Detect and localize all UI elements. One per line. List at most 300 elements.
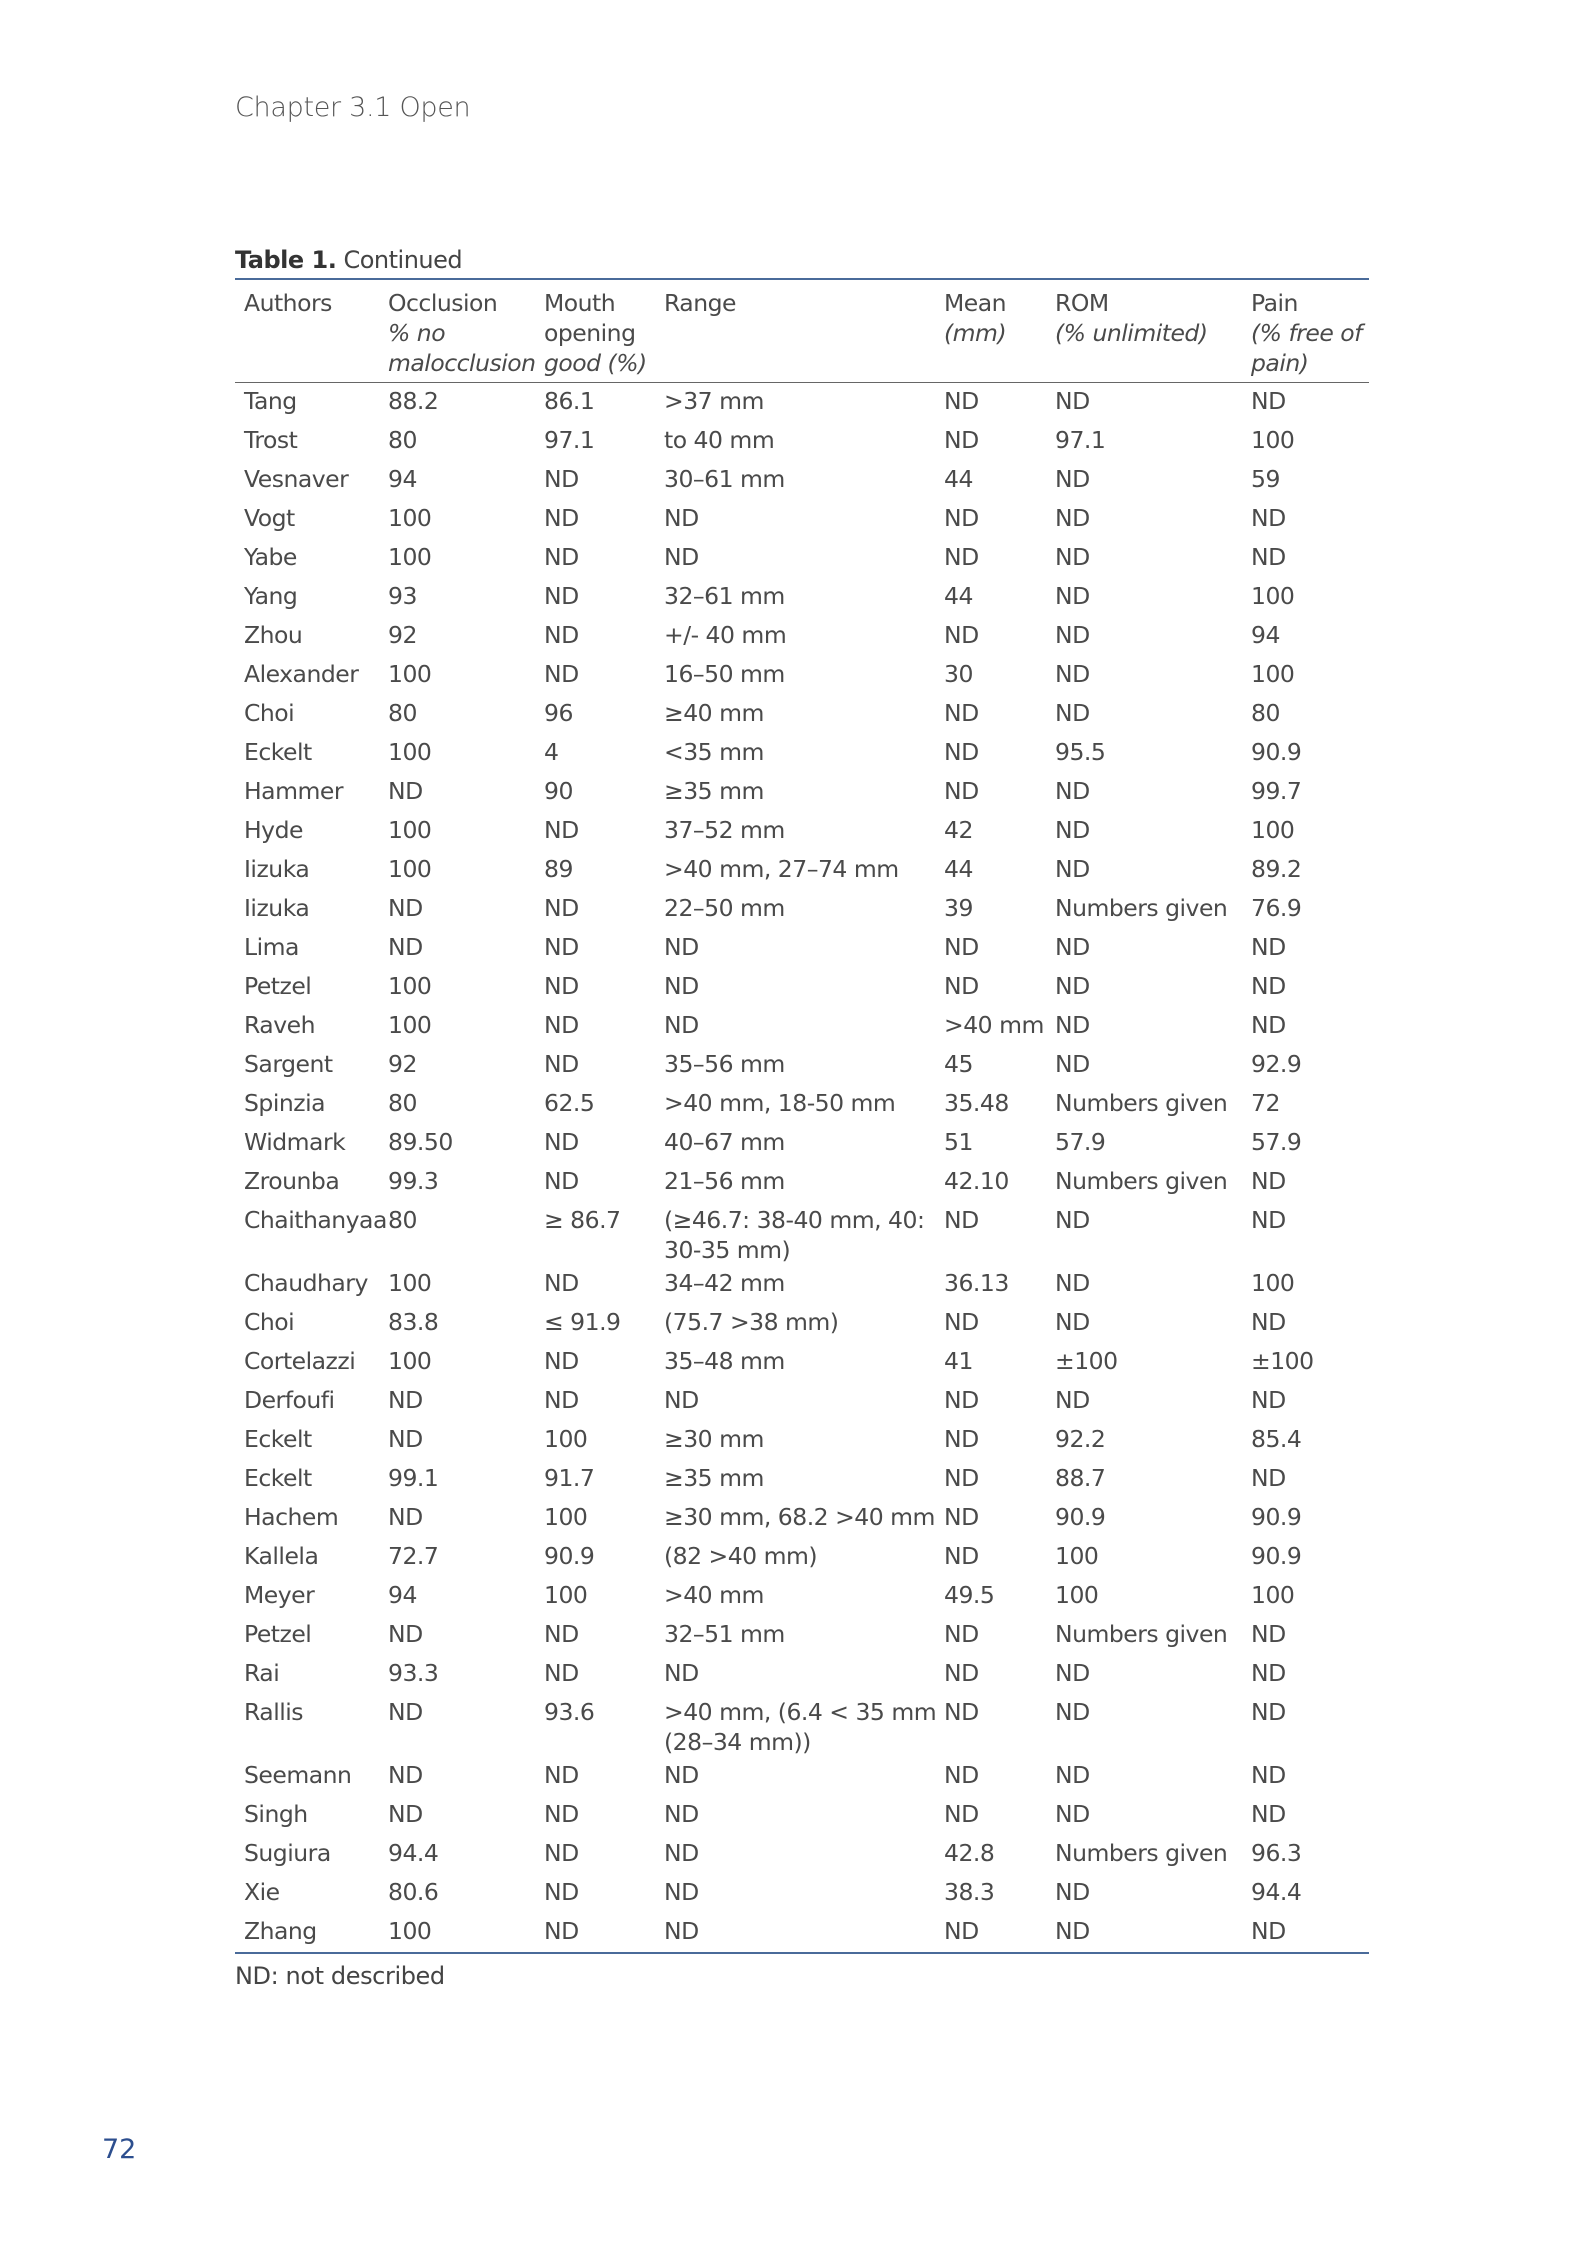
table-row	[235, 1007, 1369, 1046]
cell-occlusion: 80.6	[388, 1878, 439, 1906]
cell-rom: ND	[1055, 933, 1090, 961]
table-body	[235, 383, 1369, 1954]
table-row	[235, 1538, 1369, 1577]
cell-mean: ND	[944, 1308, 979, 1336]
cell-mouth-opening: ND	[544, 972, 579, 1000]
table-row	[235, 695, 1369, 734]
cell-pain: ND	[1251, 543, 1286, 571]
cell-pain: ND	[1251, 1167, 1286, 1195]
cell-mean: ND	[944, 1761, 979, 1789]
cell-pain: ND	[1251, 387, 1286, 415]
cell-occlusion: ND	[388, 1620, 423, 1648]
table-row	[235, 1577, 1369, 1616]
results-table	[235, 278, 1369, 1954]
cell-range: >40 mm, (6.4 < 35 mm (28–34 mm))	[664, 1698, 937, 1756]
cell-range: 40–67 mm	[664, 1128, 785, 1156]
cell-mouth-opening: 97.1	[544, 426, 595, 454]
table-row	[235, 734, 1369, 773]
cell-range: ND	[664, 1659, 699, 1687]
cell-range: ND	[664, 1800, 699, 1828]
cell-mean: ND	[944, 1542, 979, 1570]
cell-range: ND	[664, 543, 699, 571]
cell-range: (75.7 >38 mm)	[664, 1308, 839, 1336]
col-header-authors: Authors	[244, 289, 332, 317]
cell-author: Iizuka	[244, 894, 310, 922]
cell-mean: ND	[944, 1917, 979, 1945]
running-header: Chapter 3.1 Open	[235, 92, 471, 123]
cell-mouth-opening: ND	[544, 1659, 579, 1687]
cell-mean: 36.13	[944, 1269, 1009, 1297]
cell-mean: ND	[944, 1503, 979, 1531]
cell-rom: ND	[1055, 816, 1090, 844]
cell-mean: ND	[944, 972, 979, 1000]
cell-pain: ND	[1251, 972, 1286, 1000]
cell-mouth-opening: ND	[544, 621, 579, 649]
table-row	[235, 968, 1369, 1007]
cell-mouth-opening: ND	[544, 1839, 579, 1867]
cell-mouth-opening: 86.1	[544, 387, 595, 415]
cell-range: ND	[664, 933, 699, 961]
table-row	[235, 1163, 1369, 1202]
cell-author: Petzel	[244, 972, 312, 1000]
cell-mouth-opening: ND	[544, 1878, 579, 1906]
cell-occlusion: 72.7	[388, 1542, 439, 1570]
cell-range: ND	[664, 1011, 699, 1039]
cell-mouth-opening: ND	[544, 1167, 579, 1195]
table-row	[235, 773, 1369, 812]
cell-rom: ND	[1055, 1761, 1090, 1789]
cell-range: ≥30 mm	[664, 1425, 764, 1453]
cell-author: Rai	[244, 1659, 280, 1687]
cell-mouth-opening: ND	[544, 660, 579, 688]
cell-pain: ND	[1251, 1698, 1286, 1726]
cell-rom: ND	[1055, 1011, 1090, 1039]
cell-range: <35 mm	[664, 738, 764, 766]
cell-pain: ND	[1251, 1386, 1286, 1414]
cell-author: Spinzia	[244, 1089, 326, 1117]
cell-mouth-opening: 4	[544, 738, 559, 766]
cell-mouth-opening: 100	[544, 1425, 588, 1453]
table-row	[235, 1757, 1369, 1796]
cell-mean: ND	[944, 777, 979, 805]
cell-mean: 35.48	[944, 1089, 1009, 1117]
cell-range: 32–61 mm	[664, 582, 785, 610]
cell-author: Meyer	[244, 1581, 315, 1609]
cell-rom: 100	[1055, 1542, 1099, 1570]
cell-range: (≥46.7: 38-40 mm, 40: 30-35 mm)	[664, 1206, 925, 1264]
cell-pain: ND	[1251, 933, 1286, 961]
cell-occlusion: 88.2	[388, 387, 439, 415]
cell-occlusion: 100	[388, 543, 432, 571]
cell-mouth-opening: ND	[544, 1917, 579, 1945]
cell-rom: ND	[1055, 1050, 1090, 1078]
cell-rom: ND	[1055, 1269, 1090, 1297]
cell-pain: 100	[1251, 816, 1295, 844]
cell-rom: ND	[1055, 1800, 1090, 1828]
cell-author: Zhou	[244, 621, 303, 649]
cell-pain: 76.9	[1251, 894, 1302, 922]
cell-occlusion: 92	[388, 621, 417, 649]
cell-pain: ND	[1251, 1620, 1286, 1648]
page-number: 72	[102, 2134, 137, 2165]
cell-mean: 41	[944, 1347, 973, 1375]
cell-pain: ND	[1251, 1917, 1286, 1945]
cell-author: Trost	[244, 426, 298, 454]
cell-occlusion: 99.1	[388, 1464, 439, 1492]
table-row	[235, 1085, 1369, 1124]
cell-pain: ND	[1251, 1464, 1286, 1492]
table-row	[235, 1655, 1369, 1694]
table-row	[235, 1202, 1369, 1265]
table-footnote: ND: not described	[235, 1962, 445, 1990]
table-row	[235, 812, 1369, 851]
cell-mouth-opening: ND	[544, 933, 579, 961]
cell-author: Eckelt	[244, 738, 312, 766]
cell-occlusion: 83.8	[388, 1308, 439, 1336]
cell-pain: ND	[1251, 1659, 1286, 1687]
cell-pain: 100	[1251, 1581, 1295, 1609]
cell-range: ≥40 mm	[664, 699, 764, 727]
cell-mouth-opening: ND	[544, 1386, 579, 1414]
cell-rom: ND	[1055, 387, 1090, 415]
table-row	[235, 1616, 1369, 1655]
table-caption-label: Table 1.	[235, 246, 337, 274]
cell-mouth-opening: 89	[544, 855, 573, 883]
table-row	[235, 656, 1369, 695]
table-row	[235, 1460, 1369, 1499]
cell-pain: 59	[1251, 465, 1280, 493]
cell-mouth-opening: 93.6	[544, 1698, 595, 1726]
cell-mouth-opening: ≤ 91.9	[544, 1308, 621, 1336]
table-row	[235, 422, 1369, 461]
cell-author: Choi	[244, 699, 295, 727]
cell-author: Alexander	[244, 660, 359, 688]
cell-author: Xie	[244, 1878, 280, 1906]
cell-occlusion: 100	[388, 504, 432, 532]
cell-author: Tang	[244, 387, 297, 415]
table-caption	[235, 246, 462, 274]
cell-author: Derfoufi	[244, 1386, 335, 1414]
cell-mean: ND	[944, 621, 979, 649]
cell-range: ≥35 mm	[664, 1464, 764, 1492]
table-row	[235, 1124, 1369, 1163]
table-row	[235, 1874, 1369, 1913]
cell-mean: ND	[944, 1425, 979, 1453]
cell-mean: ND	[944, 1659, 979, 1687]
table-row	[235, 539, 1369, 578]
cell-mean: 38.3	[944, 1878, 995, 1906]
cell-range: ND	[664, 1878, 699, 1906]
cell-author: Chaithanyaa	[244, 1206, 387, 1234]
cell-mean: ND	[944, 1620, 979, 1648]
cell-author: Yabe	[244, 543, 297, 571]
cell-range: 30–61 mm	[664, 465, 785, 493]
cell-occlusion: 100	[388, 660, 432, 688]
table-row	[235, 578, 1369, 617]
cell-pain: 100	[1251, 582, 1295, 610]
cell-occlusion: 89.50	[388, 1128, 453, 1156]
table-row	[235, 890, 1369, 929]
table-row	[235, 1304, 1369, 1343]
cell-mouth-opening: 90.9	[544, 1542, 595, 1570]
cell-occlusion: ND	[388, 1761, 423, 1789]
table-row	[235, 1382, 1369, 1421]
cell-occlusion: ND	[388, 1386, 423, 1414]
cell-range: 22–50 mm	[664, 894, 785, 922]
cell-range: 34–42 mm	[664, 1269, 785, 1297]
cell-range: +/- 40 mm	[664, 621, 787, 649]
cell-rom: Numbers given	[1055, 1839, 1228, 1867]
cell-mean: 42.10	[944, 1167, 1009, 1195]
cell-rom: ND	[1055, 972, 1090, 1000]
cell-range: ND	[664, 1839, 699, 1867]
cell-mouth-opening: ≥ 86.7	[544, 1206, 621, 1234]
cell-rom: ND	[1055, 1386, 1090, 1414]
table-row	[235, 1796, 1369, 1835]
cell-pain: 90.9	[1251, 1503, 1302, 1531]
cell-rom: ND	[1055, 777, 1090, 805]
cell-range: ND	[664, 504, 699, 532]
col-header-pain: Pain (% free of pain)	[1251, 289, 1362, 377]
cell-author: Petzel	[244, 1620, 312, 1648]
cell-mouth-opening: 90	[544, 777, 573, 805]
cell-range: (82 >40 mm)	[664, 1542, 818, 1570]
cell-rom: ND	[1055, 504, 1090, 532]
cell-rom: ND	[1055, 660, 1090, 688]
cell-author: Hachem	[244, 1503, 339, 1531]
col-header-range: Range	[664, 289, 736, 317]
cell-occlusion: 80	[388, 1206, 417, 1234]
cell-occlusion: ND	[388, 1503, 423, 1531]
cell-mean: ND	[944, 1800, 979, 1828]
table-caption-text: Continued	[336, 246, 463, 274]
cell-mean: ND	[944, 504, 979, 532]
cell-pain: ND	[1251, 1308, 1286, 1336]
cell-rom: ±100	[1055, 1347, 1118, 1375]
cell-mouth-opening: ND	[544, 1620, 579, 1648]
cell-occlusion: 94	[388, 465, 417, 493]
cell-mouth-opening: ND	[544, 1761, 579, 1789]
cell-pain: ND	[1251, 504, 1286, 532]
cell-rom: 88.7	[1055, 1464, 1106, 1492]
table-row	[235, 851, 1369, 890]
cell-pain: 90.9	[1251, 1542, 1302, 1570]
cell-pain: 100	[1251, 660, 1295, 688]
col-header-mean: Mean (mm)	[944, 289, 1007, 347]
cell-author: Cortelazzi	[244, 1347, 356, 1375]
col-header-rom: ROM (% unlimited)	[1055, 289, 1208, 347]
cell-mean: 44	[944, 465, 973, 493]
cell-range: >40 mm, 18-50 mm	[664, 1089, 896, 1117]
cell-mouth-opening: ND	[544, 543, 579, 571]
table-row	[235, 383, 1369, 423]
cell-author: Sargent	[244, 1050, 333, 1078]
table-row	[235, 1835, 1369, 1874]
cell-occlusion: 80	[388, 1089, 417, 1117]
cell-author: Sugiura	[244, 1839, 331, 1867]
cell-range: 16–50 mm	[664, 660, 785, 688]
cell-author: Zrounba	[244, 1167, 340, 1195]
table-row	[235, 1265, 1369, 1304]
table-row	[235, 1343, 1369, 1382]
cell-rom: ND	[1055, 465, 1090, 493]
cell-pain: 94.4	[1251, 1878, 1302, 1906]
cell-author: Yang	[244, 582, 298, 610]
cell-author: Iizuka	[244, 855, 310, 883]
cell-mean: ND	[944, 1206, 979, 1234]
cell-pain: 57.9	[1251, 1128, 1302, 1156]
cell-mouth-opening: 100	[544, 1503, 588, 1531]
cell-pain: 100	[1251, 426, 1295, 454]
col-header-mouth-opening: Mouth opening good (%)	[544, 289, 647, 377]
cell-occlusion: 80	[388, 426, 417, 454]
cell-occlusion: 100	[388, 1011, 432, 1039]
cell-rom: 100	[1055, 1581, 1099, 1609]
cell-pain: ND	[1251, 1761, 1286, 1789]
cell-rom: ND	[1055, 621, 1090, 649]
cell-author: Vogt	[244, 504, 295, 532]
table-container	[235, 278, 1369, 1954]
cell-mouth-opening: ND	[544, 816, 579, 844]
cell-author: Eckelt	[244, 1464, 312, 1492]
cell-rom: 92.2	[1055, 1425, 1106, 1453]
cell-author: Zhang	[244, 1917, 317, 1945]
cell-mean: >40 mm	[944, 1011, 1044, 1039]
cell-pain: ±100	[1251, 1347, 1314, 1375]
cell-mouth-opening: ND	[544, 582, 579, 610]
cell-occlusion: 99.3	[388, 1167, 439, 1195]
cell-author: Seemann	[244, 1761, 352, 1789]
cell-pain: ND	[1251, 1206, 1286, 1234]
cell-occlusion: ND	[388, 1425, 423, 1453]
cell-pain: 99.7	[1251, 777, 1302, 805]
cell-occlusion: ND	[388, 1800, 423, 1828]
cell-author: Raveh	[244, 1011, 315, 1039]
cell-author: Singh	[244, 1800, 308, 1828]
table-row	[235, 461, 1369, 500]
cell-occlusion: 92	[388, 1050, 417, 1078]
cell-mean: ND	[944, 933, 979, 961]
cell-mean: 45	[944, 1050, 973, 1078]
cell-mean: 44	[944, 582, 973, 610]
cell-author: Choi	[244, 1308, 295, 1336]
cell-occlusion: 100	[388, 1917, 432, 1945]
cell-range: ND	[664, 1761, 699, 1789]
cell-mouth-opening: 91.7	[544, 1464, 595, 1492]
cell-occlusion: 94.4	[388, 1839, 439, 1867]
cell-author: Chaudhary	[244, 1269, 368, 1297]
cell-occlusion: 94	[388, 1581, 417, 1609]
cell-occlusion: 100	[388, 1269, 432, 1297]
cell-author: Hammer	[244, 777, 343, 805]
cell-rom: ND	[1055, 1917, 1090, 1945]
cell-mouth-opening: 100	[544, 1581, 588, 1609]
table-row	[235, 617, 1369, 656]
cell-range: ≥35 mm	[664, 777, 764, 805]
cell-pain: 92.9	[1251, 1050, 1302, 1078]
cell-occlusion: ND	[388, 933, 423, 961]
cell-mean: ND	[944, 738, 979, 766]
cell-pain: 90.9	[1251, 738, 1302, 766]
cell-author: Eckelt	[244, 1425, 312, 1453]
cell-occlusion: ND	[388, 894, 423, 922]
cell-occlusion: 80	[388, 699, 417, 727]
cell-rom: ND	[1055, 855, 1090, 883]
cell-occlusion: 93	[388, 582, 417, 610]
cell-mouth-opening: 96	[544, 699, 573, 727]
cell-occlusion: 100	[388, 1347, 432, 1375]
cell-pain: 100	[1251, 1269, 1295, 1297]
cell-author: Widmark	[244, 1128, 346, 1156]
cell-rom: ND	[1055, 543, 1090, 571]
cell-mouth-opening: 62.5	[544, 1089, 595, 1117]
cell-rom: ND	[1055, 1698, 1090, 1726]
cell-mouth-opening: ND	[544, 1800, 579, 1828]
cell-mouth-opening: ND	[544, 1269, 579, 1297]
cell-mouth-opening: ND	[544, 1347, 579, 1375]
cell-rom: ND	[1055, 1308, 1090, 1336]
cell-mean: ND	[944, 699, 979, 727]
cell-mouth-opening: ND	[544, 504, 579, 532]
cell-mean: ND	[944, 1464, 979, 1492]
cell-pain: 94	[1251, 621, 1280, 649]
cell-author: Vesnaver	[244, 465, 349, 493]
table-row	[235, 500, 1369, 539]
cell-author: Hyde	[244, 816, 303, 844]
cell-pain: 85.4	[1251, 1425, 1302, 1453]
cell-range: to 40 mm	[664, 426, 775, 454]
cell-range: 35–56 mm	[664, 1050, 785, 1078]
table-header-row	[235, 279, 1369, 383]
cell-range: >40 mm, 27–74 mm	[664, 855, 899, 883]
table-row	[235, 1913, 1369, 1953]
cell-pain: 80	[1251, 699, 1280, 727]
table-row	[235, 1046, 1369, 1085]
cell-range: >40 mm	[664, 1581, 764, 1609]
cell-rom: Numbers given	[1055, 1620, 1228, 1648]
cell-mean: 51	[944, 1128, 973, 1156]
cell-rom: ND	[1055, 1206, 1090, 1234]
cell-rom: ND	[1055, 1659, 1090, 1687]
cell-rom: 90.9	[1055, 1503, 1106, 1531]
table-row	[235, 1421, 1369, 1460]
cell-occlusion: 100	[388, 972, 432, 1000]
cell-occlusion: ND	[388, 777, 423, 805]
cell-mean: 44	[944, 855, 973, 883]
cell-author: Kallela	[244, 1542, 319, 1570]
cell-pain: 96.3	[1251, 1839, 1302, 1867]
cell-pain: 72	[1251, 1089, 1280, 1117]
cell-range: ND	[664, 1917, 699, 1945]
cell-rom: ND	[1055, 1878, 1090, 1906]
cell-mean: 30	[944, 660, 973, 688]
cell-rom: ND	[1055, 699, 1090, 727]
cell-mean: ND	[944, 387, 979, 415]
cell-author: Lima	[244, 933, 299, 961]
cell-mean: 42	[944, 816, 973, 844]
cell-mouth-opening: ND	[544, 894, 579, 922]
cell-occlusion: 100	[388, 855, 432, 883]
cell-rom: Numbers given	[1055, 894, 1228, 922]
cell-pain: 89.2	[1251, 855, 1302, 883]
cell-mouth-opening: ND	[544, 465, 579, 493]
cell-rom: Numbers given	[1055, 1167, 1228, 1195]
cell-rom: Numbers given	[1055, 1089, 1228, 1117]
cell-author: Rallis	[244, 1698, 304, 1726]
cell-mean: 39	[944, 894, 973, 922]
cell-occlusion: 93.3	[388, 1659, 439, 1687]
cell-mouth-opening: ND	[544, 1128, 579, 1156]
